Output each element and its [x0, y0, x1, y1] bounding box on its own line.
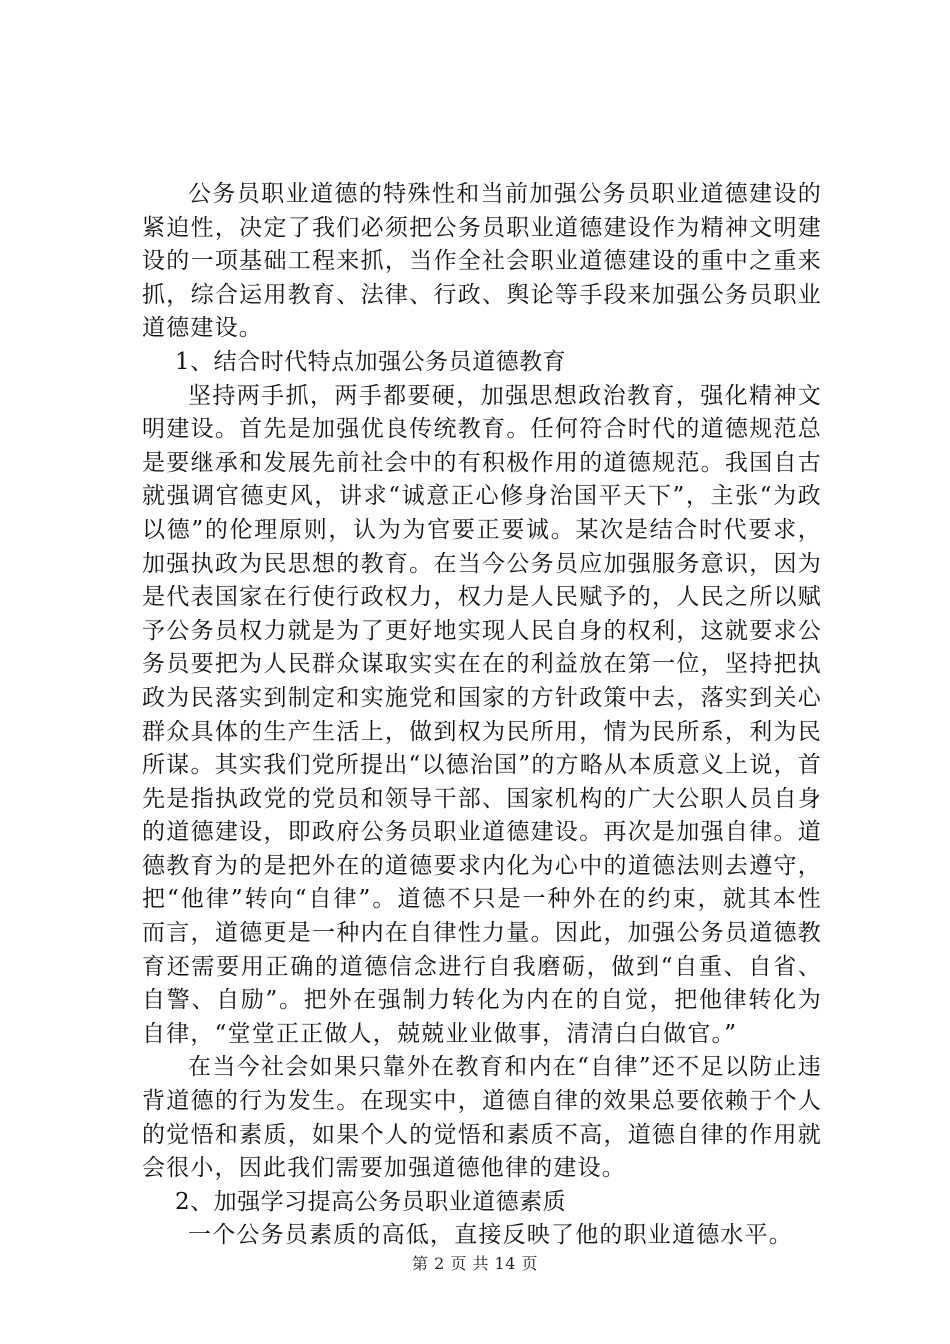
paragraph-moral-education: 坚持两手抓，两手都要硬，加强思想政治教育，强化精神文明建设。首先是加强优良传统教育。任何符合时代的道德规范总是要继承和发展先前社会中的有积极作用的道德规范。我国自古就强调官德吏风，讲求“诚意正心修身治国平天下”，主张“为政以德”的伦理原则，认为为官要正要诚。某次是结合时代要求，加强执政为民思想的教育。在当今公务员应加强服务意识，因为是代表国家在行使行政权力，权力是人民赋予的，人民之所以赋予公务员权力就是为了更好地实现人民自身的权利，这就要求公务员要把为人民群众谋取实实在在的利益放在第一位，坚持把执政为民落实到制定和实施党和国家的方针政策中去，落实到关心群众具体的生产生活上，做到权为民所用，情为民所系，利为民所谋。其实我们党所提出“以德治国”的方略从本质意义上说，首先是指执政党的党员和领导干部、国家机构的广大公职人员自身的道德建设，即政府公务员职业道德建设。再次是加强自律。道德教育为的是把外在的道德要求内化为心中的道德法则去遵守，把“他律”转向“自律”。道德不只是一种外在的约束，就其本性而言，道德更是一种内在自律性力量。因此，加强公务员道德教育还需要用正确的道德信念进行自我磨砺，做到“自重、自省、自警、自励”。把外在强制力转化为内在的自觉，把他律转化为自律，“堂堂正正做人，兢兢业业做事，清清白白做官。”: [142, 382, 822, 1047]
page-number-footer: 第 2 页 共 14 页: [412, 1254, 538, 1273]
document-body: [142, 178, 822, 1253]
section-heading-1: 1、结合时代特点加强公务员道德教育: [175, 348, 567, 375]
paragraph-quality: 一个公务员素质的高低，直接反映了他的职业道德水平。: [188, 1222, 793, 1249]
paragraph-external-discipline: 在当今社会如果只靠外在教育和内在“自律”还不足以防止违背道德的行为发生。在现实中，道德自律的效果总要依赖于个人的觉悟和素质，如果个人的觉悟和素质不高，道德自律的作用就会很小，因此我们需要加强道德他律的建设。: [142, 1054, 822, 1182]
paragraph-intro: 公务员职业道德的特殊性和当前加强公务员职业道德建设的紧迫性，决定了我们必须把公务员职业道德建设作为精神文明建设的一项基础工程来抓，当作全社会职业道德建设的重中之重来抓，综合运用教育、法律、行政、舆论等手段来加强公务员职业道德建设。: [142, 181, 822, 342]
section-heading-2: 2、加强学习提高公务员职业道德素质: [175, 1188, 567, 1215]
